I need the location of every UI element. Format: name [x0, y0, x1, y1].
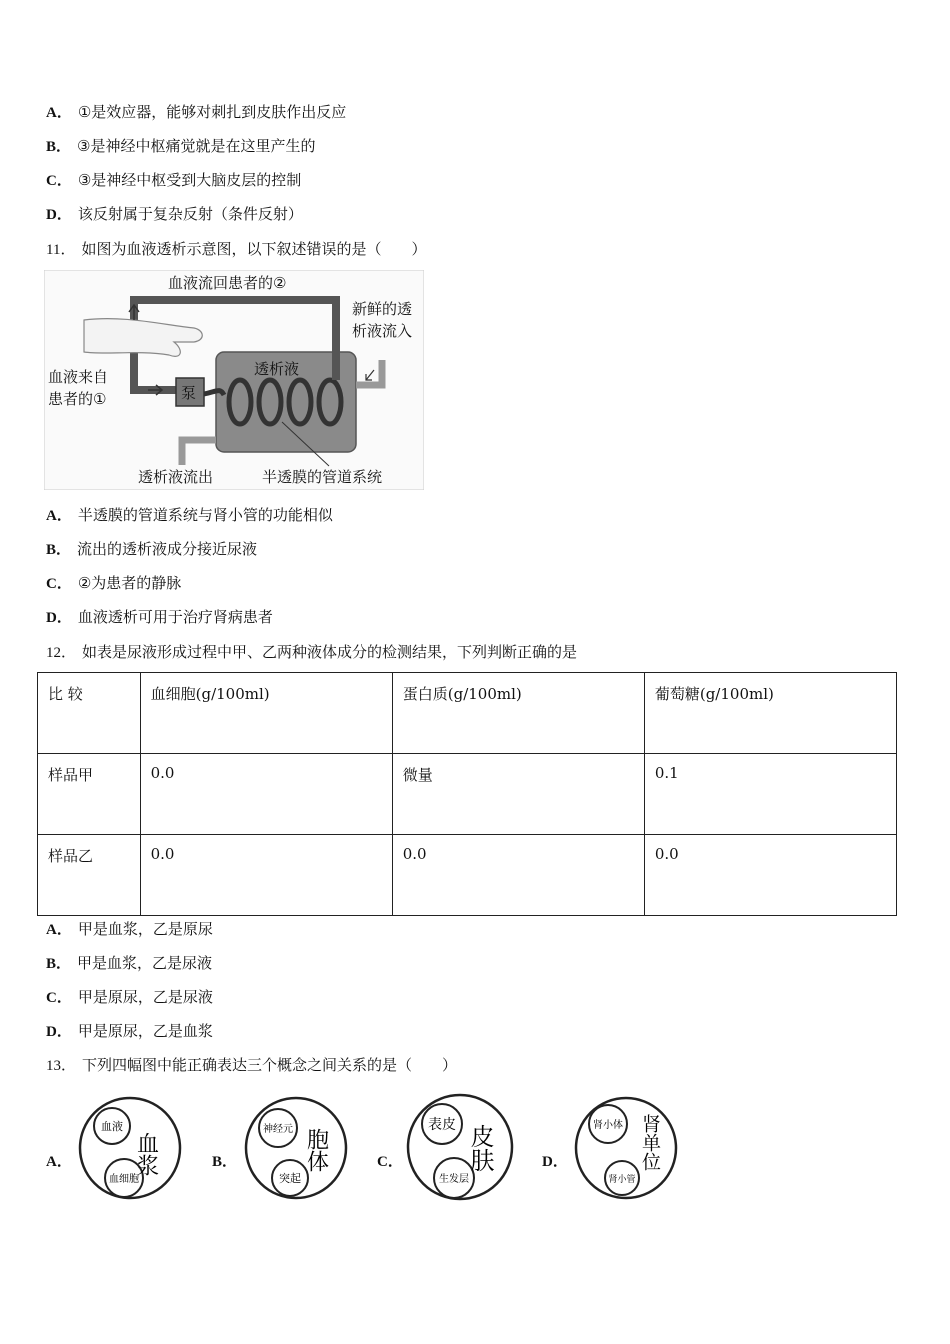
diagram-d-letter: D．: [542, 1154, 568, 1170]
diagram-a-letter: A．: [46, 1154, 72, 1170]
q11-option-c: C． ②为患者的静脉: [46, 574, 182, 592]
label-blood-return: 血液流回患者的②: [168, 274, 287, 292]
table-row: [38, 754, 897, 835]
fluid-table: [37, 672, 897, 916]
q10-option-a: A． ①是效应器，能够对刺扎到皮肤作出反应: [46, 103, 347, 121]
label-pump: 泵: [181, 384, 197, 402]
diagram-b: [244, 1090, 348, 1206]
label-fresh-2: 析液流入: [352, 322, 413, 340]
label-blood-from-2: 患者的①: [48, 390, 107, 408]
table-header-row: [38, 673, 897, 754]
table-row: [38, 835, 897, 916]
label-membrane: 半透膜的管道系统: [262, 468, 383, 486]
table-cell: 比 较: [38, 673, 141, 754]
diagram-d-inner-bottom: 肾小管: [608, 1175, 636, 1185]
diagram-a-inner-bottom: 血细胞: [109, 1174, 139, 1185]
q10-option-c: C． ③是神经中枢受到大脑皮层的控制: [46, 171, 302, 189]
diagram-c: [406, 1088, 514, 1206]
diagram-b-outer: 胞体: [303, 1128, 329, 1172]
diagram-d-outer: 肾单位: [639, 1114, 661, 1171]
label-outflow: 透析液流出: [138, 468, 214, 486]
dialysis-diagram: [44, 270, 424, 490]
label-dialysate: 透析液: [254, 360, 300, 378]
diagram-b-inner-bottom: 突起: [279, 1172, 301, 1185]
table-cell: 血细胞(g/100ml): [140, 673, 392, 754]
q10-option-b: B． ③是神经中枢痛觉就是在这里产生的: [46, 137, 316, 155]
q12-option-c: C． 甲是原尿，乙是尿液: [46, 988, 213, 1006]
q12-option-a: A． 甲是血浆，乙是原尿: [46, 920, 213, 938]
q12-option-b: B． 甲是血浆，乙是尿液: [46, 954, 213, 972]
table-cell: 蛋白质(g/100ml): [392, 673, 644, 754]
diagram-c-outer: 皮肤: [466, 1124, 494, 1172]
label-fresh-1: 新鲜的透: [352, 300, 413, 318]
diagram-a-inner-top: 血液: [101, 1120, 123, 1133]
table-cell: 0.0: [644, 835, 896, 916]
q12-stem: 12． 如表是尿液形成过程中甲、乙两种液体成分的检测结果，下列判断正确的是: [46, 643, 578, 661]
diagram-c-inner-top: 表皮: [428, 1117, 456, 1133]
table-cell: 样品甲: [38, 754, 141, 835]
diagram-b-inner-top: 神经元: [263, 1124, 293, 1135]
q10-option-d: D． 该反射属于复杂反射（条件反射）: [46, 205, 303, 223]
diagram-d: [574, 1090, 678, 1206]
q13-stem: 13． 下列四幅图中能正确表达三个概念之间关系的是（ ）: [46, 1056, 458, 1074]
label-blood-from-1: 血液来自: [48, 368, 109, 386]
q11-option-a: A． 半透膜的管道系统与肾小管的功能相似: [46, 506, 333, 524]
q12-option-d: D． 甲是原尿，乙是血浆: [46, 1022, 213, 1040]
table-cell: 0.0: [392, 835, 644, 916]
diagram-c-letter: C．: [377, 1154, 403, 1170]
concept-diagrams: [0, 1088, 950, 1208]
q11-stem: 11． 如图为血液透析示意图，以下叙述错误的是（ ）: [46, 240, 427, 258]
diagram-c-inner-bottom: 生发层: [439, 1174, 469, 1185]
table-cell: 0.0: [140, 754, 392, 835]
table-cell: 微量: [392, 754, 644, 835]
diagram-a-outer: 血浆: [133, 1132, 159, 1176]
table-cell: 0.1: [644, 754, 896, 835]
diagram-b-letter: B．: [212, 1154, 238, 1170]
q11-option-d: D． 血液透析可用于治疗肾病患者: [46, 608, 273, 626]
q11-option-b: B． 流出的透析液成分接近尿液: [46, 540, 258, 558]
table-cell: 样品乙: [38, 835, 141, 916]
diagram-d-inner-top: 肾小体: [593, 1120, 623, 1131]
diagram-a: [78, 1090, 182, 1206]
table-cell: 0.0: [140, 835, 392, 916]
table-cell: 葡萄糖(g/100ml): [644, 673, 896, 754]
